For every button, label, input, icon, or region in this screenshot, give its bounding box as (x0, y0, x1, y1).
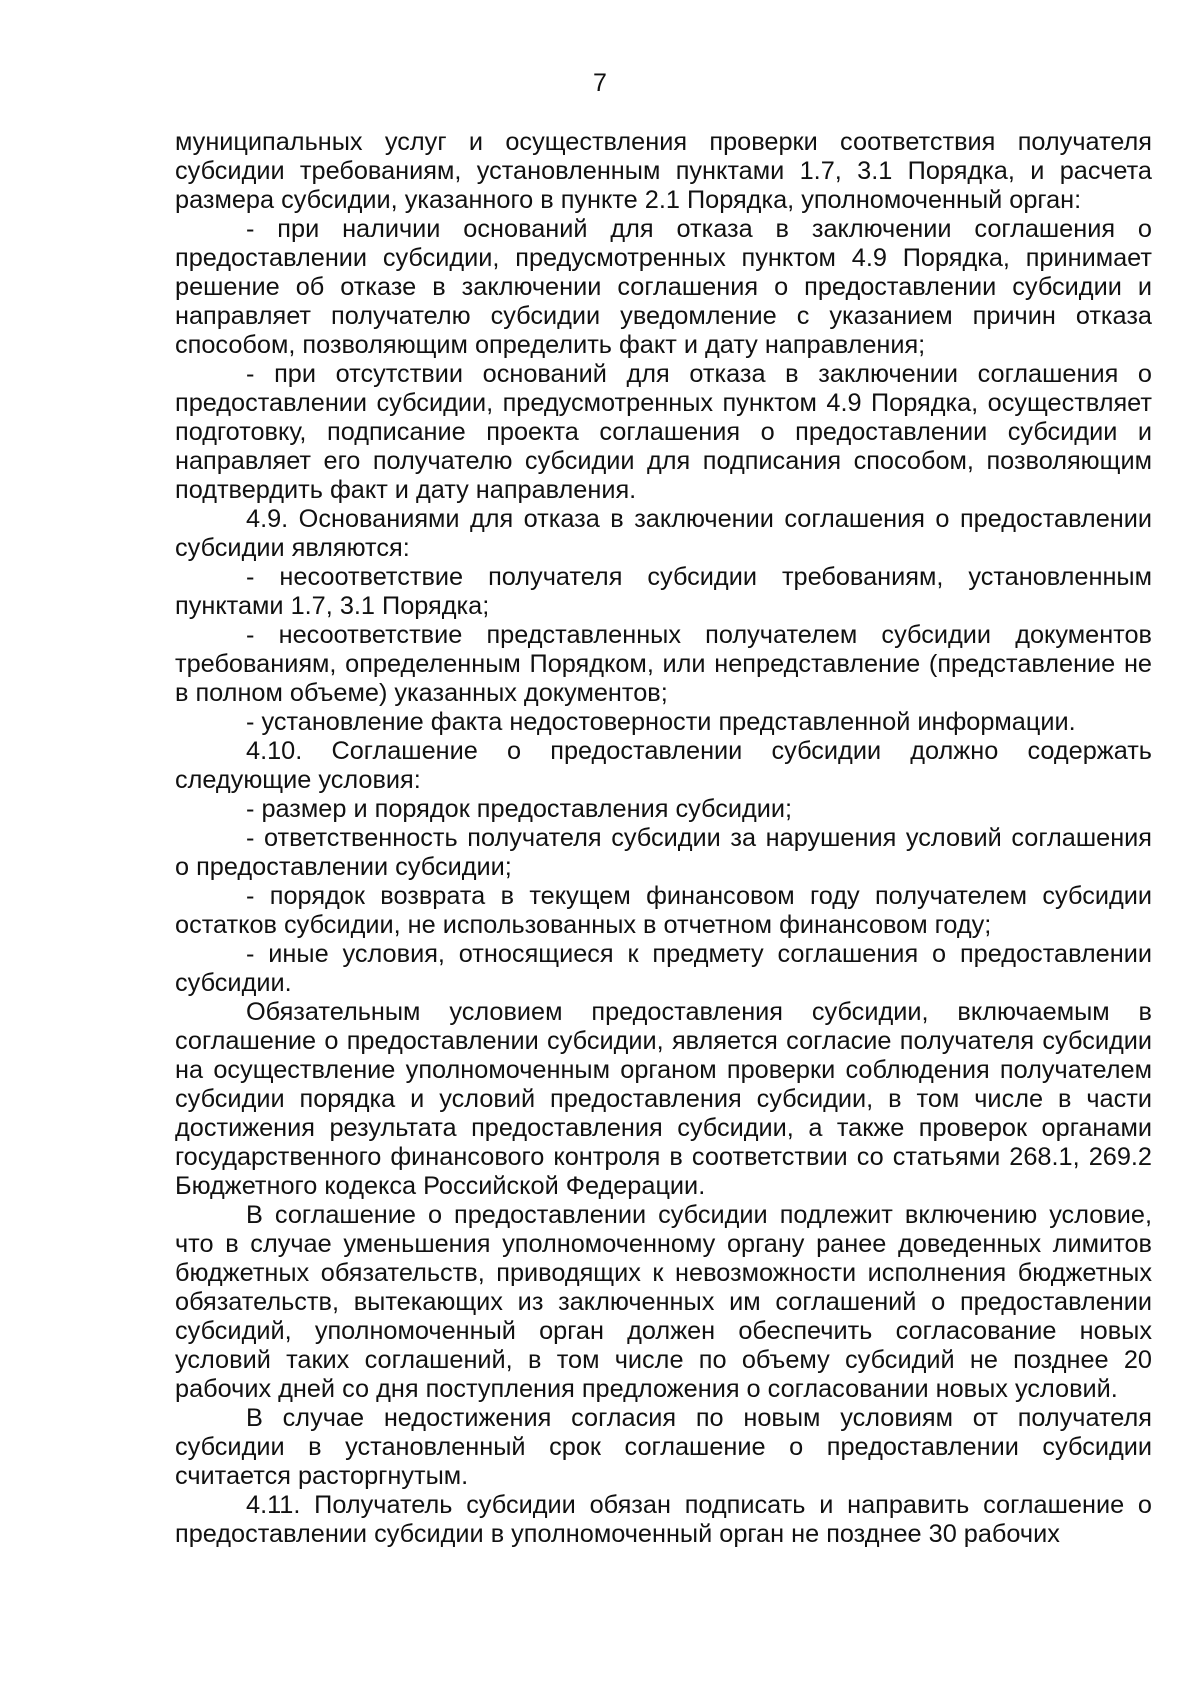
paragraph: - иные условия, относящиеся к предмету соглашения о предоставлении субсидии. (175, 940, 1152, 997)
paragraph: - несоответствие представленных получателем субсидии документов требованиям, определенным Порядком, или непредставление (представление не в полном объеме) указанных документов; (175, 621, 1152, 707)
paragraph: - при наличии оснований для отказа в заключении соглашения о предоставлении субсидии, предусмотренных пунктом 4.9 Порядка, принимает решение об отказе в заключении соглашения о предоставлении субсидии и направляет получателю субсидии уведомление с указанием причин отказа способом, позволяющим определить факт и дату направления; (175, 215, 1152, 359)
paragraph: - ответственность получателя субсидии за нарушения условий соглашения о предоставлении субсидии; (175, 824, 1152, 881)
paragraph: - при отсутствии оснований для отказа в заключении соглашения о предоставлении субсидии, предусмотренных пунктом 4.9 Порядка, осуществляет подготовку, подписание проекта соглашения о предоставлении субсидии и направляет его получателю субсидии для подписания способом, позволяющим подтвердить факт и дату направления. (175, 360, 1152, 504)
paragraph: В случае недостижения согласия по новым условиям от получателя субсидии в установленный срок соглашение о предоставлении субсидии считается расторгнутым. (175, 1404, 1152, 1490)
paragraph: - порядок возврата в текущем финансовом году получателем субсидии остатков субсидии, не использованных в отчетном финансовом году; (175, 882, 1152, 939)
page-number: 7 (593, 69, 607, 97)
paragraph: муниципальных услуг и осуществления проверки соответствия получателя субсидии требованиям, установленным пунктами 1.7, 3.1 Порядка, и расчета размера субсидии, указанного в пункте 2.1 Порядка, уполномоченный орган: (175, 128, 1152, 214)
paragraph: 4.10. Соглашение о предоставлении субсидии должно содержать следующие условия: (175, 737, 1152, 794)
paragraph: 4.9. Основаниями для отказа в заключении соглашения о предоставлении субсидии являются: (175, 505, 1152, 562)
paragraph: В соглашение о предоставлении субсидии подлежит включению условие, что в случае уменьшения уполномоченному органу ранее доведенных лимитов бюджетных обязательств, приводящих к невозможности исполнения бюджетных обязательств, вытекающих из заключенных им соглашений о предоставлении субсидий, уполномоченный орган должен обеспечить согласование новых условий таких соглашений, в том числе по объему субсидий не позднее 20 рабочих дней со дня поступления предложения о согласовании новых условий. (175, 1201, 1152, 1403)
paragraph: - размер и порядок предоставления субсидии; (246, 795, 793, 823)
document-body (175, 128, 1152, 1549)
paragraph: Обязательным условием предоставления субсидии, включаемым в соглашение о предоставлении субсидии, является согласие получателя субсидии на осуществление уполномоченным органом проверки соблюдения получателем субсидии порядка и условий предоставления субсидии, в том числе в части достижения результата предоставления субсидии, а также проверок органами государственного финансового контроля в соответствии со статьями 268.1, 269.2 Бюджетного кодекса Российской Федерации. (175, 998, 1152, 1200)
paragraph: - установление факта недостоверности представленной информации. (246, 708, 1076, 736)
paragraph: 4.11. Получатель субсидии обязан подписать и направить соглашение о предоставлении субсидии в уполномоченный орган не позднее 30 рабочих (175, 1491, 1152, 1548)
paragraph: - несоответствие получателя субсидии требованиям, установленным пунктами 1.7, 3.1 Порядка; (175, 563, 1152, 620)
